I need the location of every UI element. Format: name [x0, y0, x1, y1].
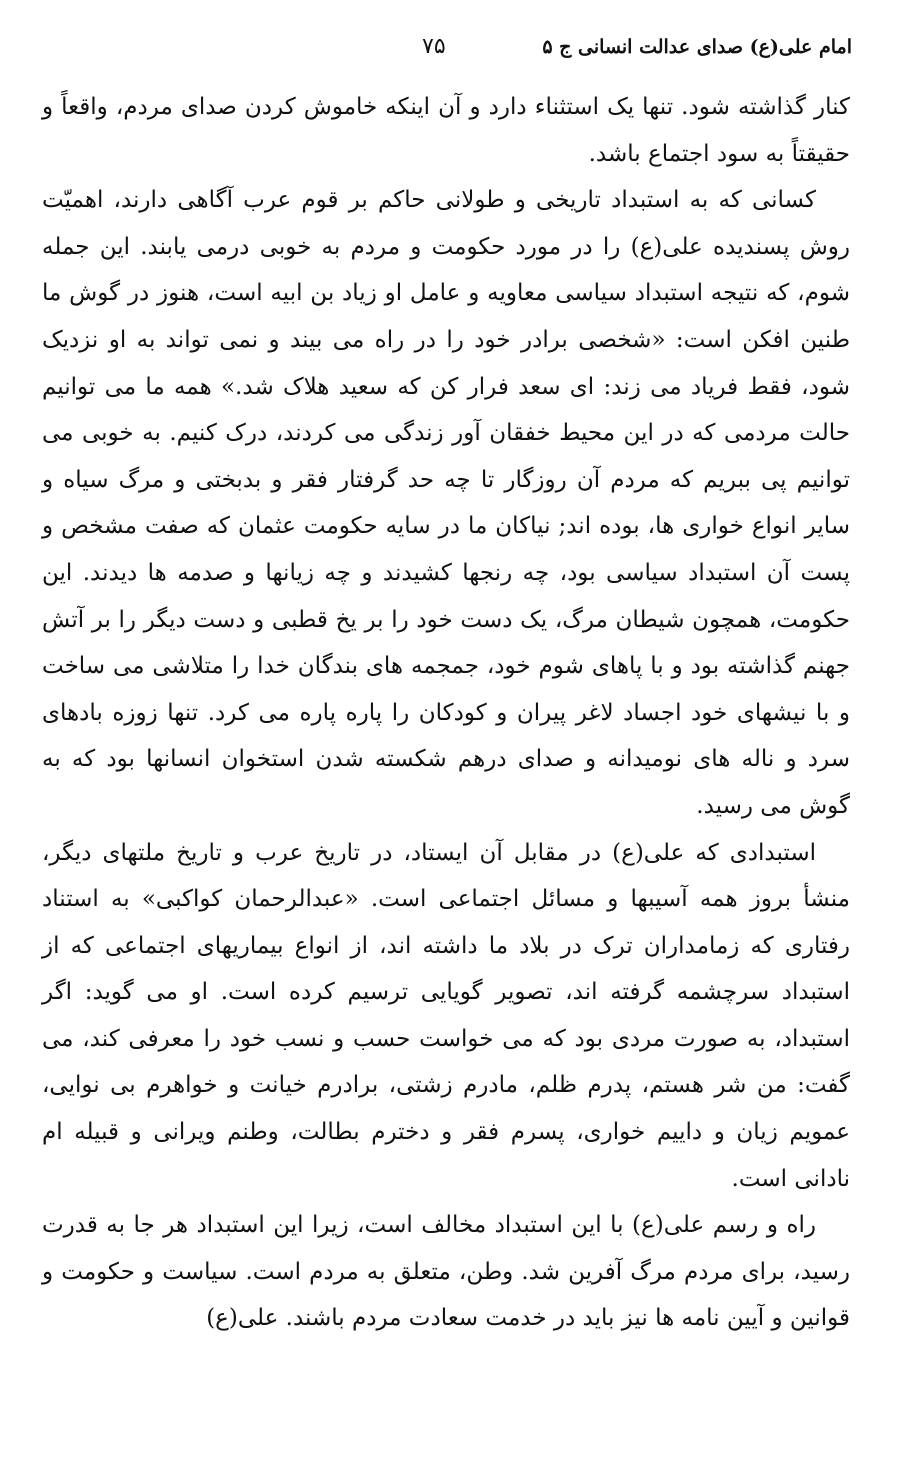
paragraph-continuation: کنار گذاشته شود. تنها یک استثناء دارد و آن اینکه خاموش کردن صدای مردم، واقعاً و حقیقتاً به سود اجتماع باشد.	[42, 94, 850, 167]
running-title: امام علی(ع) صدای عدالت انسانی ج ۵	[542, 36, 852, 58]
body-text	[42, 84, 850, 1342]
paragraph-historical-despotism: کسانی که به استبداد تاریخی و طولانی حاکم بر قوم عرب آگاهی دارند، اهمیّت روش پسندیده علی(ع) را در مورد حکومت و مردم به خوبی درمی یابند. این جمله شوم، که نتیجه استبداد سیاسی معاویه و عامل او زیاد بن ابیه است، هنوز در گوش ما طنین افکن است: «شخصی برادر خود را در راه می بیند و نمی تواند به او نزدیک شود، فقط فریاد می زند: ای سعد فرار کن که سعید هلاک شد.» همه ما می توانیم حالت مردمی که در این محیط خفقان آور زندگی می کردند، درک کنیم. به خوبی می توانیم پی ببریم که مردم آن روزگار تا چه حد گرفتار فقر و بدبختی و مرگ سیاه و سایر انواع خواری ها، بوده اند; نیاکان ما در سایه حکومت عثمان که صفت مشخص و پست آن استبداد سیاسی بود، چه رنجها کشیدند و چه زیانها و صدمه ها دیدند. این حکومت، همچون شیطان مرگ، یک دست خود را بر یخ قطبی و دست دیگر را بر آتش جهنم گذاشته بود و با پاهای شوم خود، جمجمه های بندگان خدا را متلاشی می ساخت و با نیشهای خود اجساد لاغر پیران و کودکان را پاره پاره می کرد. تنها زوزه بادهای سرد و ناله های نومیدانه و صدای درهم شکسته شدن استخوان انسانها بود که به گوش می رسید.	[42, 187, 850, 819]
page-header	[40, 36, 852, 66]
page-number: ۷۵	[422, 34, 446, 59]
paragraph-ali-way: راه و رسم علی(ع) با این استبداد مخالف است، زیرا این استبداد هر جا به قدرت رسید، برای مردم مرگ آفرین شد. وطن، متعلق به مردم است. سیاست و حکومت و قوانین و آیین نامه ها نیز باید در خدمت سعادت مردم باشند. علی(ع)	[42, 1212, 850, 1332]
paragraph-kawakibi: استبدادی که علی(ع) در مقابل آن ایستاد، در تاریخ عرب و تاریخ ملتهای دیگر، منشأ بروز همه آسیبها و مسائل اجتماعی است. «عبدالرحمان کواکبی» به استناد رفتاری که زمامداران ترک در بلاد ما داشته اند، از انواع بیماریهای اجتماعی که از استبداد سرچشمه گرفته اند، تصویر گویایی ترسیم کرده است. او می گوید: اگر استبداد، به صورت مردی بود که می خواست حسب و نسب خود را معرفی کند، می گفت: من شر هستم، پدرم ظلم، مادرم زشتی، برادرم خیانت و خواهرم بی نوایی، عمویم زیان و داییم خواری، پسرم فقر و دخترم بطالت، وطنم ویرانی و قبیله ام نادانی است.	[42, 839, 850, 1192]
